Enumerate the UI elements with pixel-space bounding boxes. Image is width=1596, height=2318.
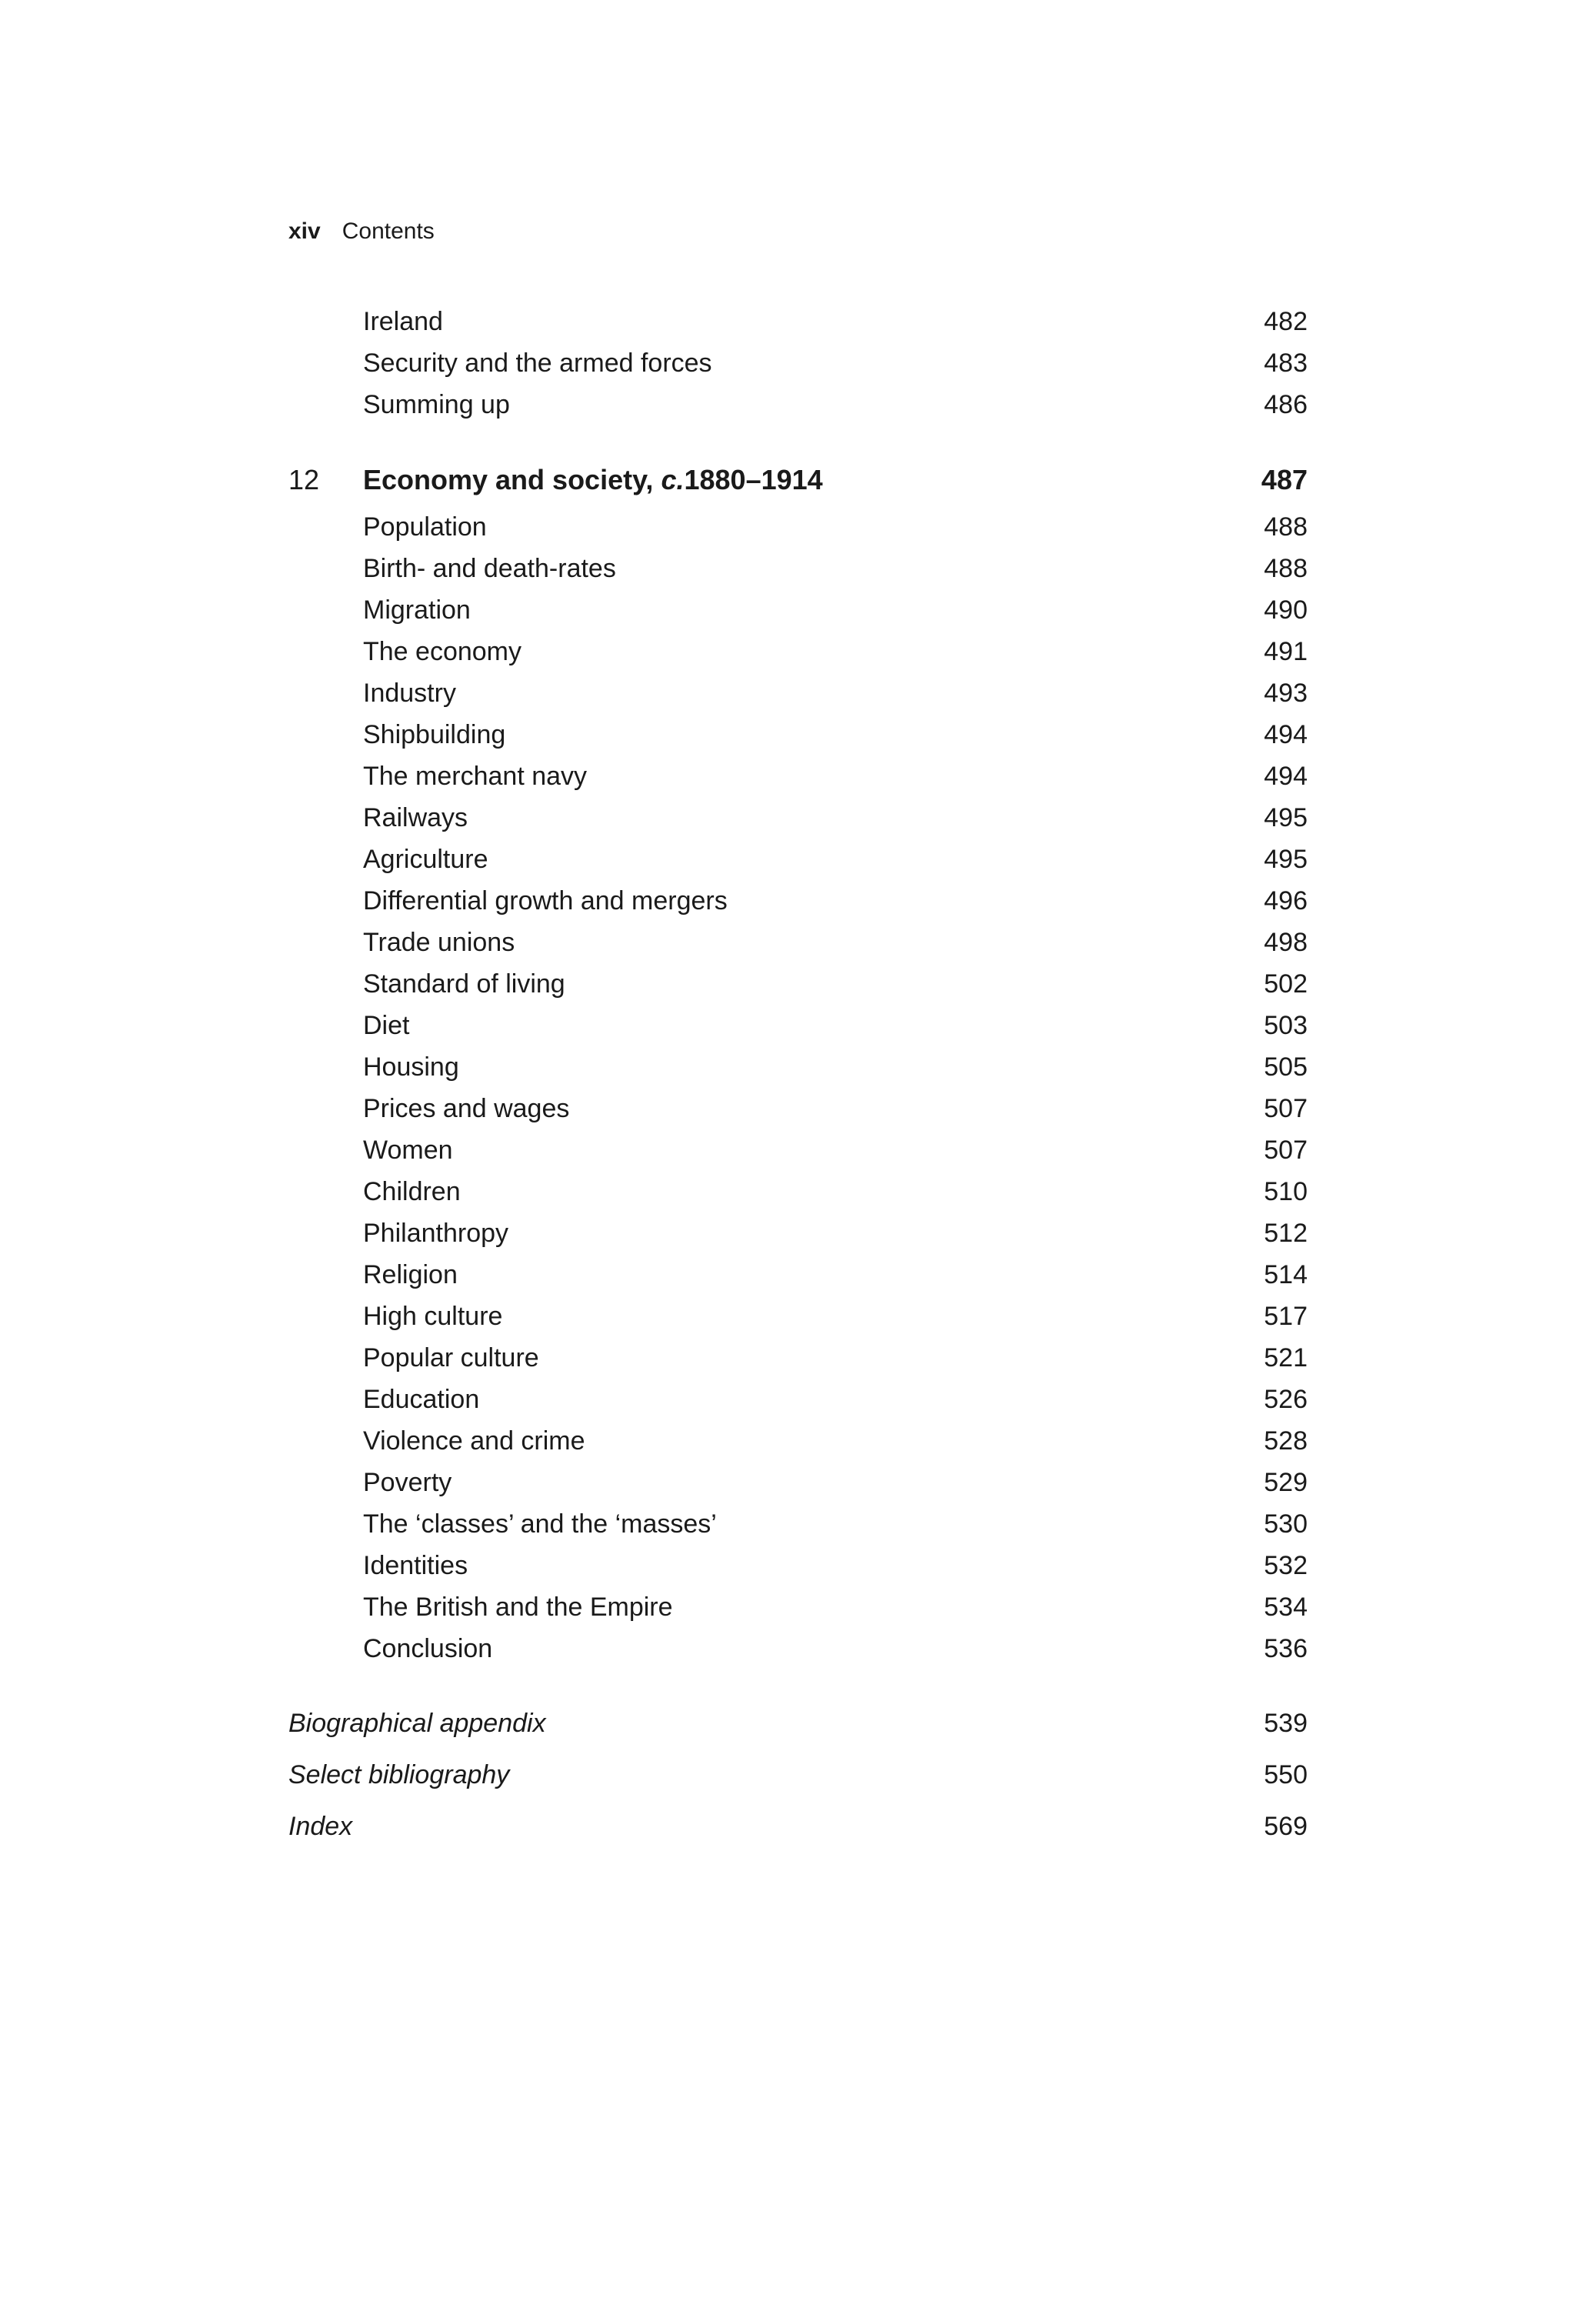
toc-entry[interactable] [363, 1254, 1308, 1296]
toc-entry[interactable] [363, 589, 1308, 631]
toc-entry-title: Ireland [363, 307, 443, 336]
toc-entry[interactable] [363, 342, 1308, 384]
toc-entry-page: 505 [1264, 1052, 1308, 1082]
chapter-title [363, 457, 823, 503]
chapter-title-circa: c. [661, 464, 685, 495]
toc-entry-title: Housing [363, 1052, 459, 1082]
toc-entry-title: Children [363, 1177, 461, 1206]
toc-entry[interactable] [363, 1462, 1308, 1503]
toc-entry-title: The ‘classes’ and the ‘masses’ [363, 1509, 717, 1539]
toc-entry-title: The British and the Empire [363, 1593, 673, 1622]
toc-entry[interactable] [363, 1545, 1308, 1586]
toc-entry[interactable] [363, 384, 1308, 425]
toc-entry-page: 488 [1264, 554, 1308, 583]
toc-entry-title: Railways [363, 803, 468, 832]
toc-entry-title: Diet [363, 1011, 410, 1040]
toc-entry-page: 493 [1264, 679, 1308, 708]
toc-entry[interactable] [363, 1171, 1308, 1212]
toc-entry-page: 490 [1264, 595, 1308, 625]
toc-entry-page: 494 [1264, 762, 1308, 791]
toc-entry[interactable] [363, 506, 1308, 548]
toc-entry[interactable] [363, 672, 1308, 714]
toc-entry[interactable] [363, 714, 1308, 755]
toc-entry[interactable] [363, 1088, 1308, 1129]
chapter-heading[interactable] [288, 457, 1308, 503]
toc-entry[interactable] [363, 1586, 1308, 1628]
toc-entry[interactable] [363, 1503, 1308, 1545]
toc-entry-title: Religion [363, 1260, 458, 1289]
chapter-title-main: Economy and society, [363, 464, 661, 495]
toc-entry-title: Education [363, 1385, 480, 1414]
toc-entry-page: 512 [1264, 1219, 1308, 1248]
running-title: Contents [342, 218, 435, 244]
toc-entry-title: Popular culture [363, 1343, 539, 1372]
toc-entry-page: 517 [1264, 1302, 1308, 1331]
toc-entry-page: 482 [1264, 307, 1308, 336]
toc-entry-page: 496 [1264, 886, 1308, 916]
toc-entry-title: Violence and crime [363, 1426, 585, 1456]
toc-entry-page: 498 [1264, 928, 1308, 957]
toc-entry[interactable] [363, 839, 1308, 880]
toc-entry-title: Differential growth and mergers [363, 886, 728, 916]
running-head [288, 216, 435, 247]
toc-entry[interactable] [363, 1337, 1308, 1379]
toc-entry-page: 488 [1264, 512, 1308, 542]
toc-endmatter-title: Select bibliography [288, 1760, 510, 1789]
toc-entry[interactable] [363, 1212, 1308, 1254]
toc-entry-title: Conclusion [363, 1634, 493, 1663]
toc-entry[interactable] [363, 631, 1308, 672]
toc-entry-page: 483 [1264, 349, 1308, 378]
toc-entry-page: 507 [1264, 1136, 1308, 1165]
toc-entry-title: The economy [363, 637, 521, 666]
toc-entry-title: Trade unions [363, 928, 515, 957]
toc-entry[interactable] [363, 1379, 1308, 1420]
chapter-page: 487 [1261, 464, 1308, 495]
toc-entry-page: 530 [1264, 1509, 1308, 1539]
toc-entry-title: High culture [363, 1302, 503, 1331]
chapter-title-years: 1880–1914 [684, 464, 823, 495]
toc-entry[interactable] [363, 1046, 1308, 1088]
toc-entry-page: 494 [1264, 720, 1308, 749]
toc-entry-title: Women [363, 1136, 453, 1165]
toc-endmatter-entry[interactable] [288, 1702, 1308, 1745]
toc-entry[interactable] [363, 1129, 1308, 1171]
toc-entry-page: 536 [1264, 1634, 1308, 1663]
toc-endmatter-entry[interactable] [288, 1753, 1308, 1796]
toc-entry-page: 495 [1264, 845, 1308, 874]
toc-entry-title: Migration [363, 595, 471, 625]
toc-entry[interactable] [363, 880, 1308, 922]
toc-entry-page: 534 [1264, 1593, 1308, 1622]
toc-entry-title: Industry [363, 679, 456, 708]
toc-entry-page: 491 [1264, 637, 1308, 666]
toc-entry[interactable] [363, 797, 1308, 839]
toc-entry-title: Security and the armed forces [363, 349, 712, 378]
toc-entry-title: Population [363, 512, 487, 542]
toc-entry-title: Agriculture [363, 845, 488, 874]
toc-entry[interactable] [363, 301, 1308, 342]
toc-entry-page: 514 [1264, 1260, 1308, 1289]
toc-entry[interactable] [363, 1628, 1308, 1669]
toc-entry-page: 495 [1264, 803, 1308, 832]
toc-entry[interactable] [363, 1296, 1308, 1337]
toc-entry[interactable] [363, 548, 1308, 589]
toc-entry-title: Identities [363, 1551, 468, 1580]
toc-entry-page: 486 [1264, 390, 1308, 419]
toc-entry-title: Prices and wages [363, 1094, 570, 1123]
toc-entry[interactable] [363, 1420, 1308, 1462]
toc-endmatter-title: Biographical appendix [288, 1709, 546, 1738]
toc-entry-title: Summing up [363, 390, 510, 419]
toc-endmatter-page: 539 [1264, 1709, 1308, 1738]
toc-entry-page: 510 [1264, 1177, 1308, 1206]
toc-entry-title: Standard of living [363, 969, 565, 999]
chapter-number: 12 [288, 464, 320, 495]
toc-entry-page: 532 [1264, 1551, 1308, 1580]
toc-entry-page: 502 [1264, 969, 1308, 999]
toc-entry-title: Poverty [363, 1468, 452, 1497]
toc-entry-page: 503 [1264, 1011, 1308, 1040]
toc-entry-page: 528 [1264, 1426, 1308, 1456]
toc-entry[interactable] [363, 755, 1308, 797]
toc-entry[interactable] [363, 1005, 1308, 1046]
toc-entry-title: Birth- and death-rates [363, 554, 616, 583]
toc-endmatter-page: 550 [1264, 1760, 1308, 1789]
toc-entry-page: 526 [1264, 1385, 1308, 1414]
toc-entry-page: 507 [1264, 1094, 1308, 1123]
toc-endmatter-title: Index [288, 1812, 353, 1841]
toc-endmatter-entry[interactable] [288, 1805, 1308, 1848]
toc-entry[interactable] [363, 922, 1308, 963]
toc-entry-page: 529 [1264, 1468, 1308, 1497]
toc-entry[interactable] [363, 963, 1308, 1005]
toc-entry-title: The merchant navy [363, 762, 588, 791]
toc-endmatter-page: 569 [1264, 1812, 1308, 1841]
toc-entry-title: Shipbuilding [363, 720, 506, 749]
page-folio: xiv [288, 218, 321, 244]
toc-entry-page: 521 [1264, 1343, 1308, 1372]
toc-entry-title: Philanthropy [363, 1219, 509, 1248]
